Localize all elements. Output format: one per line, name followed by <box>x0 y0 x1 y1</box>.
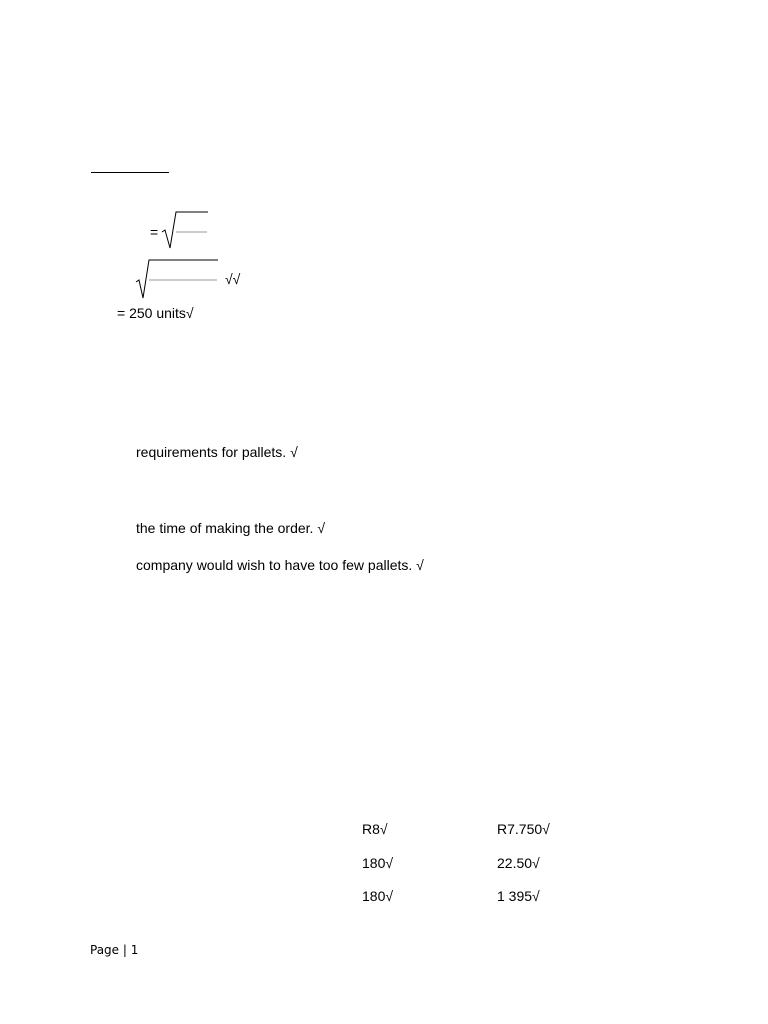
equals-sign: = <box>150 224 159 240</box>
table-cell: 180√ <box>362 888 394 904</box>
page-number-footer: Page | 1 <box>90 943 139 957</box>
table-cell: 1 395√ <box>497 888 540 904</box>
heading-underline <box>91 172 169 173</box>
table-cell: 22.50√ <box>497 855 540 871</box>
reason-line-3: company would wish to have too few pallets. √ <box>136 557 424 573</box>
square-root-sign-2 <box>134 258 220 300</box>
table-cell: 180√ <box>362 855 394 871</box>
double-tick-mark: √√ <box>225 271 241 287</box>
table-cell: R8√ <box>362 821 388 837</box>
reason-line-2: the time of making the order. √ <box>136 520 325 536</box>
reason-line-1: requirements for pallets. √ <box>136 444 298 460</box>
square-root-sign-1 <box>160 210 210 250</box>
table-cell: R7.750√ <box>497 821 550 837</box>
formula-result: = 250 units√ <box>117 305 194 321</box>
